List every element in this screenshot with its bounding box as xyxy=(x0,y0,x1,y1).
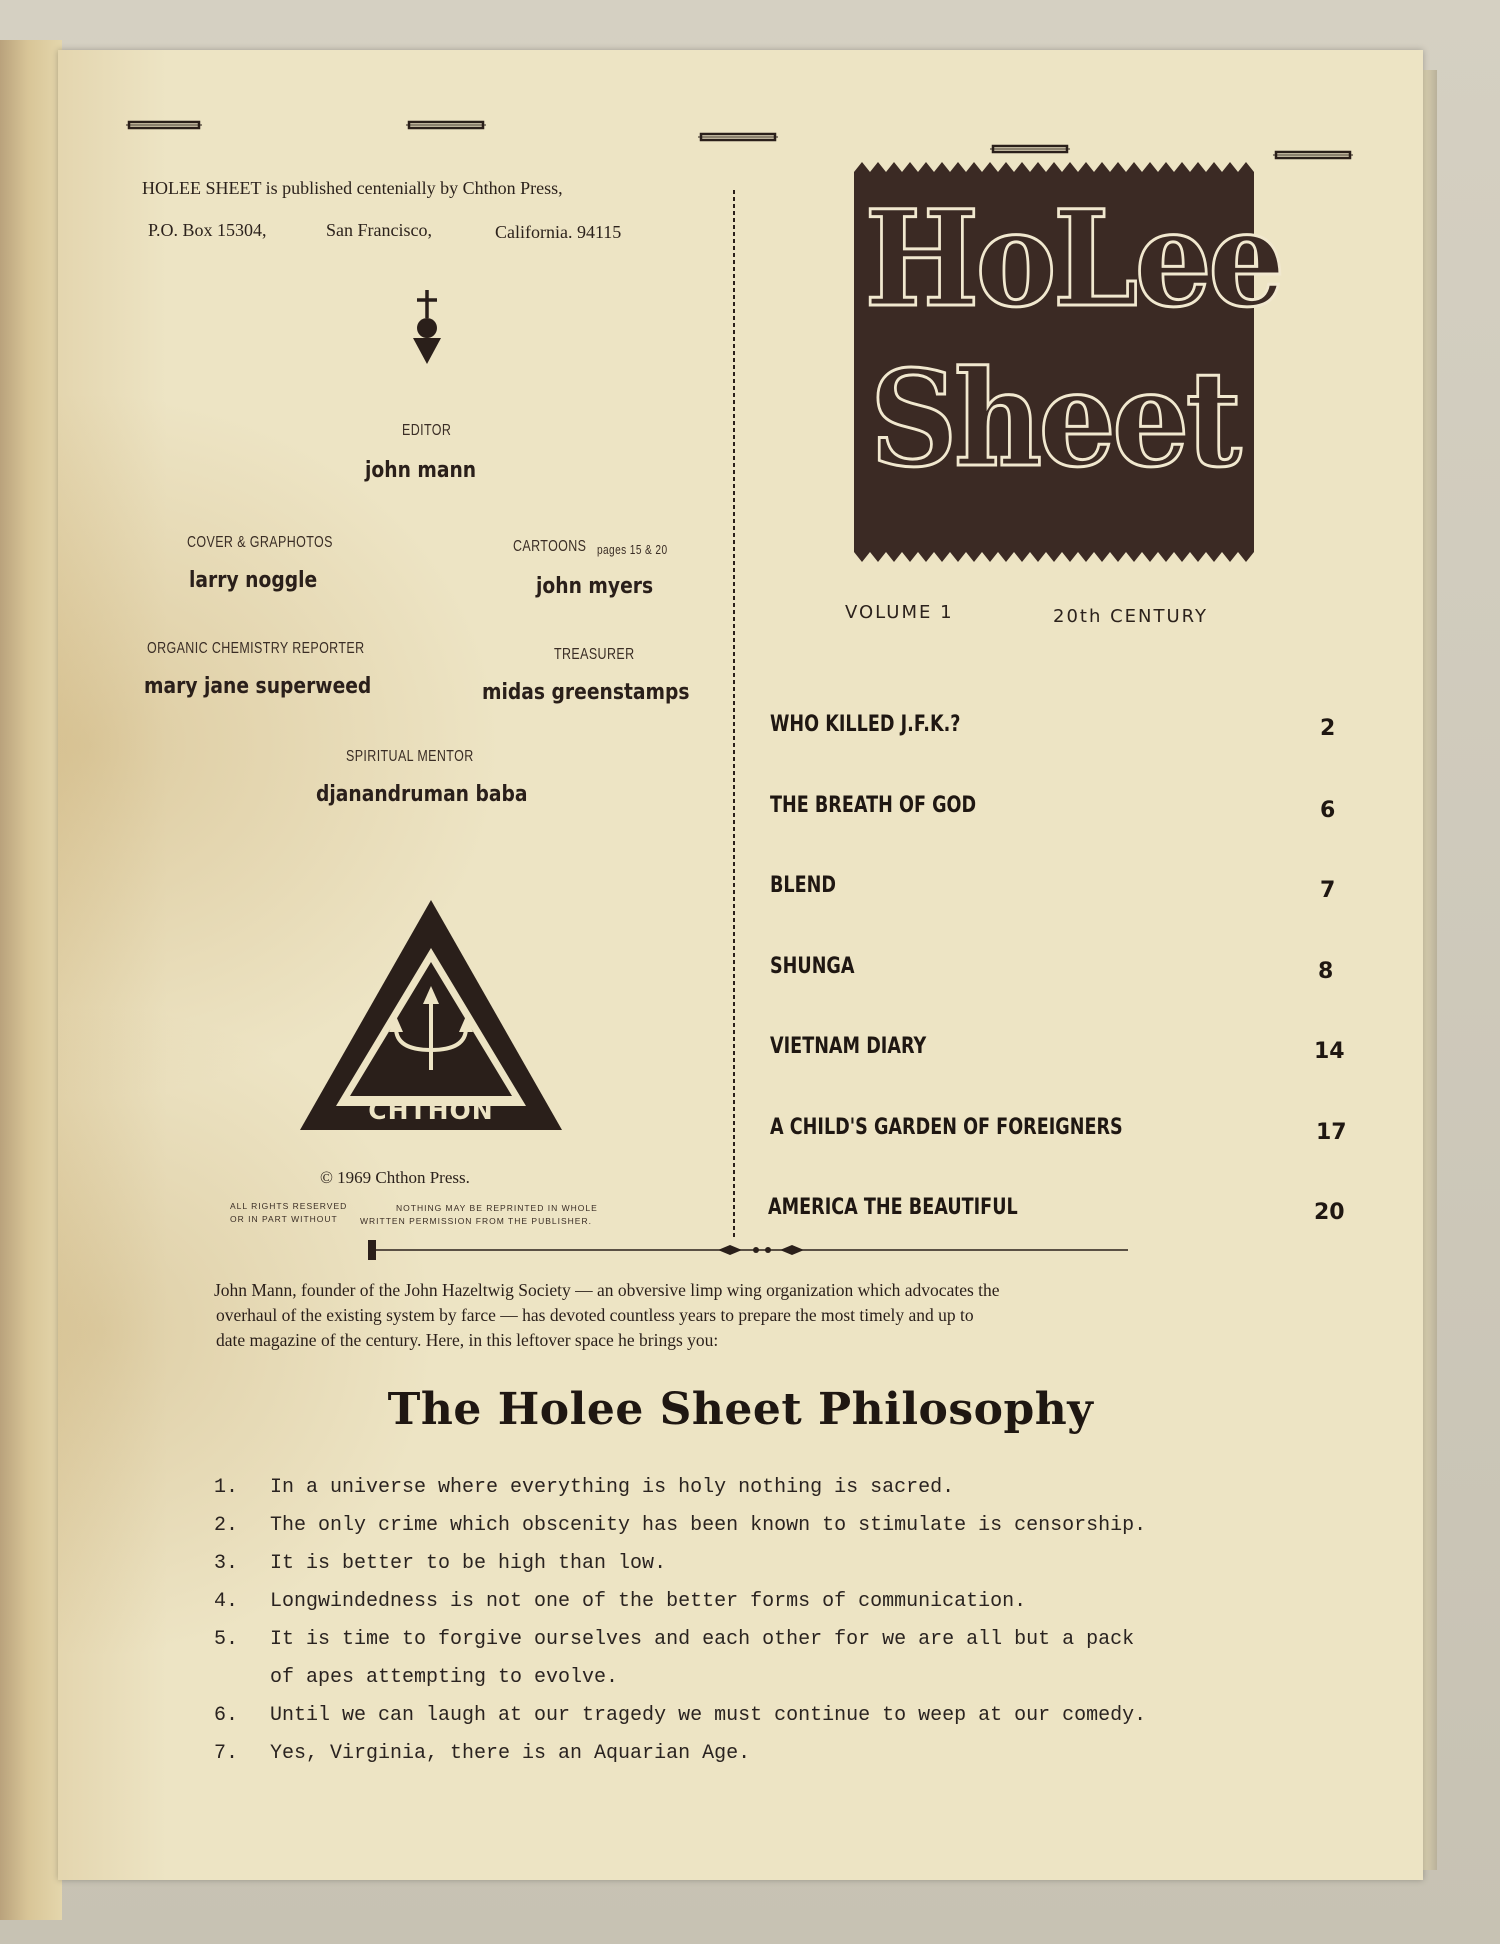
address-city: San Francisco, xyxy=(326,220,432,240)
intro-line-1: John Mann, founder of the John Hazeltwig Society — an obversive limp wing organization which advocates the xyxy=(214,1280,1000,1300)
toc-item-title: A CHILD'S GARDEN OF FOREIGNERS xyxy=(770,1115,1123,1140)
ornamental-rule xyxy=(368,1238,1130,1262)
list-item: Yes, Virginia, there is an Aquarian Age. xyxy=(270,1742,751,1765)
treasurer-label: TREASURER xyxy=(554,646,635,663)
list-item: Until we can laugh at our tragedy we must continue to weep at our comedy. xyxy=(270,1704,1147,1727)
toc-item-page: 2 xyxy=(1320,716,1336,741)
mentor-label: SPIRITUAL MENTOR xyxy=(346,748,474,765)
chemistry-label: ORGANIC CHEMISTRY REPORTER xyxy=(147,640,365,657)
masthead-logo xyxy=(848,160,1282,566)
cartoons-name: john myers xyxy=(536,574,654,599)
list-item-number: 2. xyxy=(214,1514,239,1537)
reprint-notice-2: WRITTEN PERMISSION FROM THE PUBLISHER. xyxy=(360,1216,592,1226)
mentor-name: djanandruman baba xyxy=(316,782,528,807)
binding-mark-1 xyxy=(126,118,202,132)
rights-reserved-1: ALL RIGHTS RESERVED xyxy=(230,1201,348,1211)
toc-item-title: BLEND xyxy=(770,873,836,898)
editor-label: EDITOR xyxy=(402,422,452,439)
reprint-notice-1: NOTHING MAY BE REPRINTED IN WHOLE xyxy=(396,1203,598,1213)
chthon-logo xyxy=(300,900,562,1130)
toc-item-page: 14 xyxy=(1314,1039,1345,1064)
cartoons-pages: pages 15 & 20 xyxy=(597,542,668,557)
list-item-number: 1. xyxy=(214,1476,239,1499)
copyright-line: © 1969 Chthon Press. xyxy=(320,1168,470,1187)
century-label: 20th CENTURY xyxy=(1053,606,1209,627)
rights-reserved-2: OR IN PART WITHOUT xyxy=(230,1214,338,1224)
philosophy-heading-wrap xyxy=(58,1384,1423,1435)
cartoons-label: CARTOONS xyxy=(513,538,587,555)
intro-line-3: date magazine of the century. Here, in this leftover space he brings you: xyxy=(216,1330,719,1350)
list-item-number: 6. xyxy=(214,1704,239,1727)
intro-line-2: overhaul of the existing system by farce — has devoted countless years to prepare the most timely and up to xyxy=(216,1305,974,1325)
list-item-number: 7. xyxy=(214,1742,239,1765)
address-po: P.O. Box 15304, xyxy=(148,220,267,240)
toc-item-page: 20 xyxy=(1314,1200,1345,1225)
binding-spine xyxy=(0,40,62,1920)
toc-item-title: VIETNAM DIARY xyxy=(770,1034,927,1059)
list-item: In a universe where everything is holy nothing is sacred. xyxy=(270,1476,955,1499)
list-item: It is time to forgive ourselves and each other for we are all but a pack xyxy=(270,1628,1135,1651)
toc-item-page: 8 xyxy=(1318,959,1334,984)
cover-name: larry noggle xyxy=(189,568,318,593)
binding-mark-4 xyxy=(990,142,1070,156)
address-state: California. 94115 xyxy=(495,222,622,242)
chthon-logo-text: CHTHON xyxy=(368,1096,494,1125)
list-item-number: 5. xyxy=(214,1628,239,1651)
toc-item-page: 6 xyxy=(1320,798,1336,823)
page-edge xyxy=(1423,70,1437,1870)
magazine-page xyxy=(58,50,1423,1880)
publication-line: HOLEE SHEET is published centenially by Chthon Press, xyxy=(142,178,563,198)
editor-name: john mann xyxy=(365,458,477,483)
masthead-title-line1: HoLee xyxy=(864,182,1282,337)
cover-label: COVER & GRAPHOTOS xyxy=(187,534,333,551)
cross-orb-arrow-icon xyxy=(410,288,444,368)
list-item: It is better to be high than low. xyxy=(270,1552,667,1575)
toc-item-title: WHO KILLED J.F.K.? xyxy=(770,712,961,737)
column-divider xyxy=(731,190,737,1240)
binding-mark-3 xyxy=(698,130,778,144)
treasurer-name: midas greenstamps xyxy=(482,680,690,705)
volume-label: VOLUME 1 xyxy=(845,602,954,623)
toc-item-title: SHUNGA xyxy=(770,954,855,979)
toc-item-title: AMERICA THE BEAUTIFUL xyxy=(768,1195,1018,1220)
toc-item-title: THE BREATH OF GOD xyxy=(770,793,977,818)
list-item-continuation: of apes attempting to evolve. xyxy=(270,1666,619,1689)
masthead-title-line2: Sheet xyxy=(869,342,1239,497)
list-item: Longwindedness is not one of the better forms of communication. xyxy=(270,1590,1027,1613)
philosophy-heading: The Holee Sheet Philosophy xyxy=(387,1384,1094,1435)
binding-mark-2 xyxy=(406,118,486,132)
binding-mark-5 xyxy=(1273,148,1353,162)
chemistry-name: mary jane superweed xyxy=(144,674,372,699)
toc-item-page: 7 xyxy=(1320,878,1336,903)
list-item-number: 3. xyxy=(214,1552,239,1575)
list-item-number: 4. xyxy=(214,1590,239,1613)
list-item: The only crime which obscenity has been known to stimulate is censorship. xyxy=(270,1514,1147,1537)
toc-item-page: 17 xyxy=(1316,1120,1347,1145)
